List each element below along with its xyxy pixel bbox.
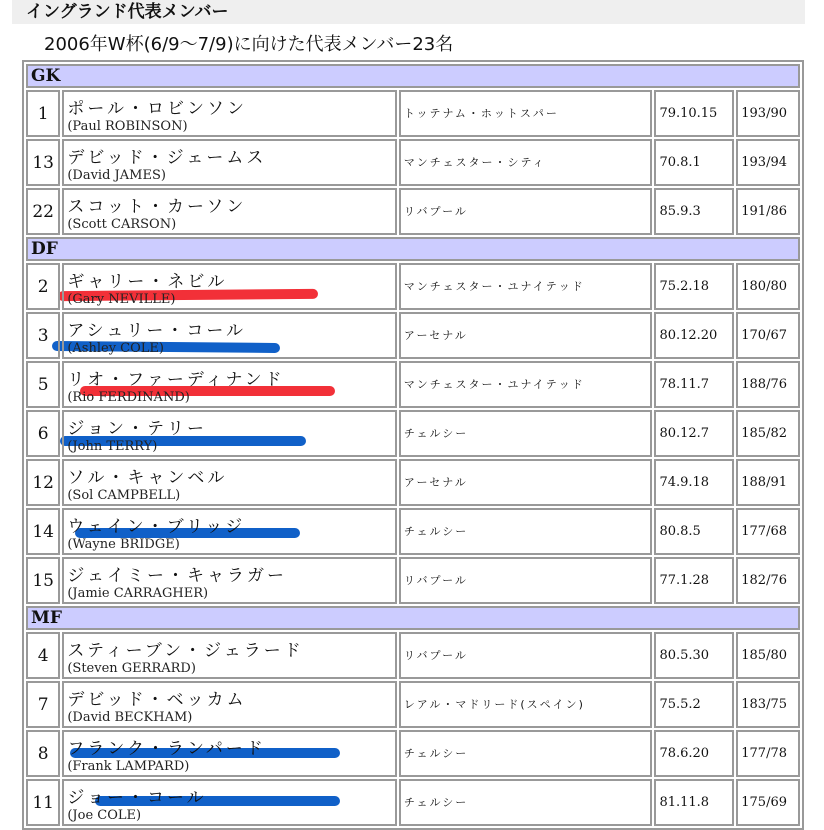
player-name-cell — [62, 361, 396, 408]
player-name-jp: デビッド・ベッカム — [67, 689, 247, 710]
player-name-cell — [62, 779, 396, 826]
player-name-jp: ジェイミー・キャラガー — [67, 565, 288, 586]
player-row — [26, 508, 800, 555]
position-label: GK — [26, 64, 800, 88]
player-row — [26, 632, 800, 679]
player-name-cell — [62, 263, 396, 310]
player-name-en: (Rio FERDINAND) — [67, 389, 190, 405]
player-club: チェルシー — [399, 410, 653, 457]
position-header-row — [26, 606, 800, 630]
player-club: アーセナル — [399, 312, 653, 359]
squad-table — [22, 60, 804, 830]
player-birthdate: 80.12.7 — [654, 410, 734, 457]
player-number: 11 — [26, 779, 60, 826]
player-height-weight: 188/76 — [736, 361, 800, 408]
player-name-en: (David JAMES) — [67, 167, 166, 183]
player-birthdate: 78.11.7 — [654, 361, 734, 408]
player-row — [26, 90, 800, 137]
player-name-en: (Steven GERRARD) — [67, 660, 196, 676]
player-number: 22 — [26, 188, 60, 235]
player-name-en: (Wayne BRIDGE) — [67, 536, 180, 552]
player-name-en: (Joe COLE) — [67, 807, 142, 823]
player-club: マンチェスター・ユナイテッド — [399, 361, 653, 408]
player-club: マンチェスター・シティ — [399, 139, 653, 186]
player-height-weight: 177/78 — [736, 730, 800, 777]
player-club: トッテナム・ホットスパー — [399, 90, 653, 137]
player-club: マンチェスター・ユナイテッド — [399, 263, 653, 310]
player-name-jp: ウェイン・ブリッジ — [67, 516, 246, 537]
player-name-cell — [62, 312, 396, 359]
player-club: チェルシー — [399, 508, 653, 555]
player-name-jp: リオ・ファーディナンド — [67, 369, 285, 390]
player-height-weight: 188/91 — [736, 459, 800, 506]
page-subtitle: 2006年W杯(6/9〜7/9)に向けた代表メンバー23名 — [44, 34, 454, 55]
player-number: 2 — [26, 263, 60, 310]
player-number: 14 — [26, 508, 60, 555]
player-name-en: (John TERRY) — [67, 438, 158, 454]
player-name-cell — [62, 632, 396, 679]
player-birthdate: 81.11.8 — [654, 779, 734, 826]
player-birthdate: 80.5.30 — [654, 632, 734, 679]
position-label: DF — [26, 237, 800, 261]
player-row — [26, 730, 800, 777]
player-name-jp: ジョン・テリー — [67, 418, 208, 439]
player-birthdate: 78.6.20 — [654, 730, 734, 777]
player-number: 3 — [26, 312, 60, 359]
player-name-jp: スコット・カーソン — [67, 196, 247, 217]
player-name-en: (David BECKHAM) — [67, 709, 193, 725]
player-row — [26, 188, 800, 235]
player-name-cell — [62, 90, 396, 137]
player-height-weight: 175/69 — [736, 779, 800, 826]
player-club: リバプール — [399, 188, 653, 235]
player-row — [26, 139, 800, 186]
player-name-jp: ポール・ロビンソン — [67, 98, 248, 119]
player-row — [26, 312, 800, 359]
player-number: 4 — [26, 632, 60, 679]
player-number: 7 — [26, 681, 60, 728]
player-birthdate: 79.10.15 — [654, 90, 734, 137]
player-row — [26, 779, 800, 826]
player-birthdate: 75.5.2 — [654, 681, 734, 728]
position-header-row — [26, 64, 800, 88]
player-name-cell — [62, 188, 396, 235]
page-title: イングランド代表メンバー — [12, 0, 805, 24]
player-name-en: (Sol CAMPBELL) — [67, 487, 181, 503]
player-height-weight: 177/68 — [736, 508, 800, 555]
player-row — [26, 557, 800, 604]
position-header-row — [26, 237, 800, 261]
player-number: 5 — [26, 361, 60, 408]
player-name-en: (Scott CARSON) — [67, 216, 177, 232]
player-row — [26, 459, 800, 506]
player-name-cell — [62, 681, 396, 728]
player-name-cell — [62, 459, 396, 506]
player-row — [26, 361, 800, 408]
player-name-en: (Gary NEVILLE) — [67, 291, 176, 307]
player-birthdate: 70.8.1 — [654, 139, 734, 186]
player-height-weight: 191/86 — [736, 188, 800, 235]
player-club: アーセナル — [399, 459, 653, 506]
player-row — [26, 263, 800, 310]
player-club: チェルシー — [399, 779, 653, 826]
player-club: チェルシー — [399, 730, 653, 777]
player-height-weight: 180/80 — [736, 263, 800, 310]
player-number: 15 — [26, 557, 60, 604]
player-name-cell — [62, 730, 396, 777]
player-name-cell — [62, 410, 396, 457]
player-height-weight: 193/90 — [736, 90, 800, 137]
player-number: 1 — [26, 90, 60, 137]
player-birthdate: 74.9.18 — [654, 459, 734, 506]
player-name-jp: ソル・キャンベル — [67, 467, 228, 488]
player-name-jp: アシュリー・コール — [67, 320, 246, 341]
player-height-weight: 182/76 — [736, 557, 800, 604]
player-number: 8 — [26, 730, 60, 777]
player-birthdate: 77.1.28 — [654, 557, 734, 604]
player-name-en: (Jamie CARRAGHER) — [67, 585, 209, 601]
player-height-weight: 183/75 — [736, 681, 800, 728]
player-club: レアル・マドリード(スペイン) — [399, 681, 653, 728]
player-name-jp: デビッド・ジェームス — [67, 147, 267, 168]
player-height-weight: 185/82 — [736, 410, 800, 457]
player-birthdate: 80.12.20 — [654, 312, 734, 359]
player-height-weight: 193/94 — [736, 139, 800, 186]
player-number: 12 — [26, 459, 60, 506]
player-name-jp: スティーブン・ジェラード — [67, 640, 304, 661]
player-name-jp: ギャリー・ネビル — [67, 271, 228, 292]
player-name-cell — [62, 508, 396, 555]
player-club: リバプール — [399, 632, 653, 679]
player-row — [26, 681, 800, 728]
player-row — [26, 410, 800, 457]
player-name-cell — [62, 139, 396, 186]
position-label: MF — [26, 606, 800, 630]
player-number: 6 — [26, 410, 60, 457]
player-name-cell — [62, 557, 396, 604]
player-birthdate: 85.9.3 — [654, 188, 734, 235]
player-height-weight: 170/67 — [736, 312, 800, 359]
player-club: リバプール — [399, 557, 653, 604]
player-birthdate: 80.8.5 — [654, 508, 734, 555]
player-name-en: (Paul ROBINSON) — [67, 118, 188, 134]
player-name-en: (Frank LAMPARD) — [67, 758, 190, 774]
player-name-jp: ジョー・コール — [67, 787, 207, 808]
player-height-weight: 185/80 — [736, 632, 800, 679]
player-birthdate: 75.2.18 — [654, 263, 734, 310]
player-number: 13 — [26, 139, 60, 186]
player-name-jp: フランク・ランパード — [67, 738, 266, 759]
player-name-en: (Ashley COLE) — [67, 340, 164, 356]
